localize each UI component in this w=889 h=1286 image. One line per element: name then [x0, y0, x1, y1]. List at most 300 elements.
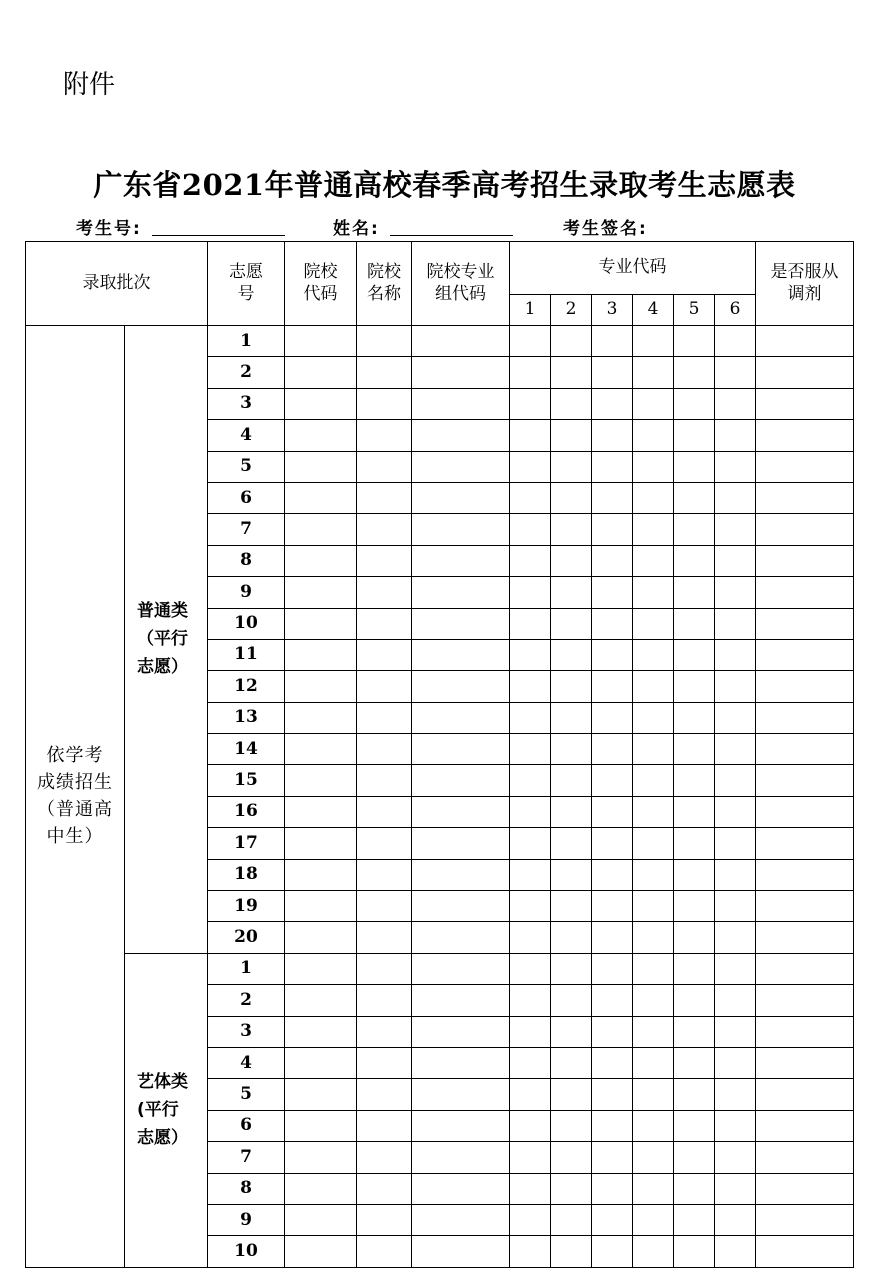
- name-field[interactable]: [390, 235, 513, 236]
- major-code-cell-2[interactable]: [551, 702, 592, 733]
- major-code-cell-1[interactable]: [510, 828, 551, 859]
- school-code-cell[interactable]: [285, 891, 357, 922]
- major-code-cell-4[interactable]: [633, 1047, 674, 1078]
- adjustment-cell[interactable]: [756, 1016, 854, 1047]
- school-code-cell[interactable]: [285, 451, 357, 482]
- major-code-cell-1[interactable]: [510, 734, 551, 765]
- group-code-cell[interactable]: [412, 514, 510, 545]
- major-code-cell-2[interactable]: [551, 1079, 592, 1110]
- group-code-cell[interactable]: [412, 1016, 510, 1047]
- school-code-cell[interactable]: [285, 639, 357, 670]
- major-code-cell-3[interactable]: [592, 326, 633, 357]
- major-code-cell-2[interactable]: [551, 1110, 592, 1141]
- major-code-cell-4[interactable]: [633, 922, 674, 953]
- major-code-cell-1[interactable]: [510, 388, 551, 419]
- major-code-cell-5[interactable]: [674, 1016, 715, 1047]
- major-code-cell-6[interactable]: [715, 1173, 756, 1204]
- school-code-cell[interactable]: [285, 1142, 357, 1173]
- school-code-cell[interactable]: [285, 985, 357, 1016]
- school-code-cell[interactable]: [285, 734, 357, 765]
- major-code-cell-3[interactable]: [592, 1236, 633, 1267]
- major-code-cell-1[interactable]: [510, 922, 551, 953]
- adjustment-cell[interactable]: [756, 451, 854, 482]
- group-code-cell[interactable]: [412, 796, 510, 827]
- major-code-cell-5[interactable]: [674, 1173, 715, 1204]
- major-code-cell-5[interactable]: [674, 451, 715, 482]
- school-name-cell[interactable]: [357, 1016, 412, 1047]
- school-code-cell[interactable]: [285, 1016, 357, 1047]
- adjustment-cell[interactable]: [756, 482, 854, 513]
- school-name-cell[interactable]: [357, 1173, 412, 1204]
- major-code-cell-6[interactable]: [715, 451, 756, 482]
- major-code-cell-1[interactable]: [510, 671, 551, 702]
- major-code-cell-5[interactable]: [674, 1236, 715, 1267]
- major-code-cell-5[interactable]: [674, 985, 715, 1016]
- school-code-cell[interactable]: [285, 1047, 357, 1078]
- major-code-cell-6[interactable]: [715, 545, 756, 576]
- major-code-cell-3[interactable]: [592, 1110, 633, 1141]
- major-code-cell-6[interactable]: [715, 671, 756, 702]
- major-code-cell-4[interactable]: [633, 828, 674, 859]
- exam-number-field[interactable]: [152, 235, 285, 236]
- major-code-cell-5[interactable]: [674, 891, 715, 922]
- school-code-cell[interactable]: [285, 514, 357, 545]
- group-code-cell[interactable]: [412, 859, 510, 890]
- major-code-cell-4[interactable]: [633, 891, 674, 922]
- major-code-cell-4[interactable]: [633, 1236, 674, 1267]
- adjustment-cell[interactable]: [756, 859, 854, 890]
- adjustment-cell[interactable]: [756, 671, 854, 702]
- major-code-cell-2[interactable]: [551, 1047, 592, 1078]
- major-code-cell-2[interactable]: [551, 420, 592, 451]
- major-code-cell-3[interactable]: [592, 828, 633, 859]
- major-code-cell-6[interactable]: [715, 1047, 756, 1078]
- major-code-cell-2[interactable]: [551, 388, 592, 419]
- school-code-cell[interactable]: [285, 922, 357, 953]
- major-code-cell-5[interactable]: [674, 702, 715, 733]
- adjustment-cell[interactable]: [756, 357, 854, 388]
- major-code-cell-1[interactable]: [510, 702, 551, 733]
- group-code-cell[interactable]: [412, 1047, 510, 1078]
- adjustment-cell[interactable]: [756, 796, 854, 827]
- school-code-cell[interactable]: [285, 671, 357, 702]
- major-code-cell-1[interactable]: [510, 796, 551, 827]
- adjustment-cell[interactable]: [756, 577, 854, 608]
- major-code-cell-6[interactable]: [715, 922, 756, 953]
- major-code-cell-5[interactable]: [674, 482, 715, 513]
- school-code-cell[interactable]: [285, 796, 357, 827]
- group-code-cell[interactable]: [412, 891, 510, 922]
- major-code-cell-3[interactable]: [592, 891, 633, 922]
- adjustment-cell[interactable]: [756, 1173, 854, 1204]
- major-code-cell-1[interactable]: [510, 1142, 551, 1173]
- major-code-cell-4[interactable]: [633, 388, 674, 419]
- major-code-cell-3[interactable]: [592, 388, 633, 419]
- major-code-cell-6[interactable]: [715, 1110, 756, 1141]
- major-code-cell-2[interactable]: [551, 326, 592, 357]
- major-code-cell-6[interactable]: [715, 357, 756, 388]
- major-code-cell-4[interactable]: [633, 734, 674, 765]
- major-code-cell-4[interactable]: [633, 451, 674, 482]
- major-code-cell-2[interactable]: [551, 828, 592, 859]
- major-code-cell-6[interactable]: [715, 828, 756, 859]
- major-code-cell-4[interactable]: [633, 671, 674, 702]
- major-code-cell-5[interactable]: [674, 545, 715, 576]
- major-code-cell-3[interactable]: [592, 702, 633, 733]
- major-code-cell-5[interactable]: [674, 1079, 715, 1110]
- major-code-cell-5[interactable]: [674, 1110, 715, 1141]
- school-name-cell[interactable]: [357, 765, 412, 796]
- major-code-cell-3[interactable]: [592, 859, 633, 890]
- school-code-cell[interactable]: [285, 1110, 357, 1141]
- school-code-cell[interactable]: [285, 953, 357, 984]
- group-code-cell[interactable]: [412, 639, 510, 670]
- school-name-cell[interactable]: [357, 828, 412, 859]
- major-code-cell-3[interactable]: [592, 1047, 633, 1078]
- major-code-cell-2[interactable]: [551, 796, 592, 827]
- adjustment-cell[interactable]: [756, 420, 854, 451]
- major-code-cell-1[interactable]: [510, 514, 551, 545]
- adjustment-cell[interactable]: [756, 1110, 854, 1141]
- school-name-cell[interactable]: [357, 1047, 412, 1078]
- school-name-cell[interactable]: [357, 482, 412, 513]
- major-code-cell-4[interactable]: [633, 1079, 674, 1110]
- major-code-cell-1[interactable]: [510, 765, 551, 796]
- group-code-cell[interactable]: [412, 482, 510, 513]
- major-code-cell-4[interactable]: [633, 953, 674, 984]
- adjustment-cell[interactable]: [756, 734, 854, 765]
- major-code-cell-6[interactable]: [715, 1236, 756, 1267]
- school-code-cell[interactable]: [285, 1236, 357, 1267]
- major-code-cell-1[interactable]: [510, 1016, 551, 1047]
- major-code-cell-2[interactable]: [551, 765, 592, 796]
- major-code-cell-5[interactable]: [674, 671, 715, 702]
- school-code-cell[interactable]: [285, 577, 357, 608]
- adjustment-cell[interactable]: [756, 1079, 854, 1110]
- major-code-cell-3[interactable]: [592, 1079, 633, 1110]
- major-code-cell-1[interactable]: [510, 545, 551, 576]
- adjustment-cell[interactable]: [756, 1236, 854, 1267]
- major-code-cell-3[interactable]: [592, 357, 633, 388]
- major-code-cell-5[interactable]: [674, 796, 715, 827]
- major-code-cell-3[interactable]: [592, 953, 633, 984]
- major-code-cell-5[interactable]: [674, 577, 715, 608]
- major-code-cell-2[interactable]: [551, 1142, 592, 1173]
- major-code-cell-3[interactable]: [592, 639, 633, 670]
- school-name-cell[interactable]: [357, 357, 412, 388]
- major-code-cell-1[interactable]: [510, 985, 551, 1016]
- major-code-cell-4[interactable]: [633, 514, 674, 545]
- major-code-cell-3[interactable]: [592, 577, 633, 608]
- major-code-cell-6[interactable]: [715, 1079, 756, 1110]
- adjustment-cell[interactable]: [756, 1142, 854, 1173]
- major-code-cell-2[interactable]: [551, 922, 592, 953]
- major-code-cell-4[interactable]: [633, 765, 674, 796]
- major-code-cell-6[interactable]: [715, 734, 756, 765]
- group-code-cell[interactable]: [412, 1110, 510, 1141]
- major-code-cell-4[interactable]: [633, 702, 674, 733]
- school-code-cell[interactable]: [285, 1173, 357, 1204]
- school-name-cell[interactable]: [357, 451, 412, 482]
- major-code-cell-3[interactable]: [592, 1173, 633, 1204]
- school-name-cell[interactable]: [357, 859, 412, 890]
- school-name-cell[interactable]: [357, 388, 412, 419]
- major-code-cell-6[interactable]: [715, 514, 756, 545]
- major-code-cell-5[interactable]: [674, 953, 715, 984]
- adjustment-cell[interactable]: [756, 922, 854, 953]
- group-code-cell[interactable]: [412, 357, 510, 388]
- major-code-cell-4[interactable]: [633, 326, 674, 357]
- group-code-cell[interactable]: [412, 953, 510, 984]
- group-code-cell[interactable]: [412, 1173, 510, 1204]
- group-code-cell[interactable]: [412, 608, 510, 639]
- adjustment-cell[interactable]: [756, 828, 854, 859]
- major-code-cell-6[interactable]: [715, 420, 756, 451]
- school-name-cell[interactable]: [357, 1204, 412, 1235]
- group-code-cell[interactable]: [412, 326, 510, 357]
- major-code-cell-3[interactable]: [592, 1142, 633, 1173]
- major-code-cell-4[interactable]: [633, 796, 674, 827]
- school-name-cell[interactable]: [357, 671, 412, 702]
- school-name-cell[interactable]: [357, 545, 412, 576]
- school-name-cell[interactable]: [357, 953, 412, 984]
- group-code-cell[interactable]: [412, 577, 510, 608]
- school-name-cell[interactable]: [357, 922, 412, 953]
- major-code-cell-5[interactable]: [674, 734, 715, 765]
- group-code-cell[interactable]: [412, 1236, 510, 1267]
- school-name-cell[interactable]: [357, 1079, 412, 1110]
- school-code-cell[interactable]: [285, 702, 357, 733]
- major-code-cell-2[interactable]: [551, 514, 592, 545]
- major-code-cell-1[interactable]: [510, 1173, 551, 1204]
- major-code-cell-4[interactable]: [633, 608, 674, 639]
- major-code-cell-4[interactable]: [633, 357, 674, 388]
- major-code-cell-3[interactable]: [592, 1204, 633, 1235]
- major-code-cell-3[interactable]: [592, 451, 633, 482]
- major-code-cell-1[interactable]: [510, 326, 551, 357]
- major-code-cell-6[interactable]: [715, 388, 756, 419]
- major-code-cell-6[interactable]: [715, 1204, 756, 1235]
- school-name-cell[interactable]: [357, 608, 412, 639]
- major-code-cell-5[interactable]: [674, 922, 715, 953]
- major-code-cell-1[interactable]: [510, 357, 551, 388]
- major-code-cell-2[interactable]: [551, 577, 592, 608]
- school-code-cell[interactable]: [285, 1079, 357, 1110]
- group-code-cell[interactable]: [412, 702, 510, 733]
- major-code-cell-5[interactable]: [674, 326, 715, 357]
- school-code-cell[interactable]: [285, 357, 357, 388]
- major-code-cell-1[interactable]: [510, 577, 551, 608]
- school-code-cell[interactable]: [285, 420, 357, 451]
- major-code-cell-5[interactable]: [674, 514, 715, 545]
- school-code-cell[interactable]: [285, 608, 357, 639]
- school-name-cell[interactable]: [357, 891, 412, 922]
- major-code-cell-4[interactable]: [633, 1173, 674, 1204]
- major-code-cell-5[interactable]: [674, 357, 715, 388]
- major-code-cell-2[interactable]: [551, 482, 592, 513]
- major-code-cell-3[interactable]: [592, 482, 633, 513]
- major-code-cell-4[interactable]: [633, 1016, 674, 1047]
- adjustment-cell[interactable]: [756, 326, 854, 357]
- major-code-cell-2[interactable]: [551, 545, 592, 576]
- major-code-cell-4[interactable]: [633, 639, 674, 670]
- major-code-cell-3[interactable]: [592, 765, 633, 796]
- major-code-cell-3[interactable]: [592, 985, 633, 1016]
- major-code-cell-5[interactable]: [674, 388, 715, 419]
- major-code-cell-5[interactable]: [674, 639, 715, 670]
- school-name-cell[interactable]: [357, 514, 412, 545]
- major-code-cell-1[interactable]: [510, 891, 551, 922]
- adjustment-cell[interactable]: [756, 1047, 854, 1078]
- school-name-cell[interactable]: [357, 1236, 412, 1267]
- major-code-cell-3[interactable]: [592, 420, 633, 451]
- major-code-cell-3[interactable]: [592, 1016, 633, 1047]
- major-code-cell-4[interactable]: [633, 545, 674, 576]
- major-code-cell-1[interactable]: [510, 953, 551, 984]
- major-code-cell-4[interactable]: [633, 1204, 674, 1235]
- school-name-cell[interactable]: [357, 796, 412, 827]
- group-code-cell[interactable]: [412, 828, 510, 859]
- adjustment-cell[interactable]: [756, 985, 854, 1016]
- group-code-cell[interactable]: [412, 1142, 510, 1173]
- major-code-cell-2[interactable]: [551, 1236, 592, 1267]
- group-code-cell[interactable]: [412, 734, 510, 765]
- major-code-cell-3[interactable]: [592, 671, 633, 702]
- major-code-cell-5[interactable]: [674, 1142, 715, 1173]
- group-code-cell[interactable]: [412, 922, 510, 953]
- major-code-cell-2[interactable]: [551, 451, 592, 482]
- major-code-cell-1[interactable]: [510, 420, 551, 451]
- major-code-cell-6[interactable]: [715, 765, 756, 796]
- school-code-cell[interactable]: [285, 1204, 357, 1235]
- group-code-cell[interactable]: [412, 451, 510, 482]
- major-code-cell-1[interactable]: [510, 482, 551, 513]
- adjustment-cell[interactable]: [756, 545, 854, 576]
- major-code-cell-6[interactable]: [715, 608, 756, 639]
- major-code-cell-3[interactable]: [592, 796, 633, 827]
- major-code-cell-4[interactable]: [633, 859, 674, 890]
- major-code-cell-3[interactable]: [592, 514, 633, 545]
- school-name-cell[interactable]: [357, 734, 412, 765]
- adjustment-cell[interactable]: [756, 388, 854, 419]
- group-code-cell[interactable]: [412, 671, 510, 702]
- school-code-cell[interactable]: [285, 545, 357, 576]
- major-code-cell-1[interactable]: [510, 608, 551, 639]
- group-code-cell[interactable]: [412, 545, 510, 576]
- major-code-cell-2[interactable]: [551, 357, 592, 388]
- major-code-cell-2[interactable]: [551, 1204, 592, 1235]
- major-code-cell-4[interactable]: [633, 420, 674, 451]
- major-code-cell-1[interactable]: [510, 859, 551, 890]
- adjustment-cell[interactable]: [756, 639, 854, 670]
- major-code-cell-6[interactable]: [715, 639, 756, 670]
- group-code-cell[interactable]: [412, 1204, 510, 1235]
- major-code-cell-3[interactable]: [592, 734, 633, 765]
- adjustment-cell[interactable]: [756, 702, 854, 733]
- school-code-cell[interactable]: [285, 326, 357, 357]
- group-code-cell[interactable]: [412, 388, 510, 419]
- adjustment-cell[interactable]: [756, 1204, 854, 1235]
- major-code-cell-6[interactable]: [715, 1016, 756, 1047]
- adjustment-cell[interactable]: [756, 765, 854, 796]
- major-code-cell-1[interactable]: [510, 1110, 551, 1141]
- major-code-cell-1[interactable]: [510, 451, 551, 482]
- major-code-cell-1[interactable]: [510, 1204, 551, 1235]
- school-code-cell[interactable]: [285, 859, 357, 890]
- school-name-cell[interactable]: [357, 985, 412, 1016]
- major-code-cell-6[interactable]: [715, 702, 756, 733]
- major-code-cell-6[interactable]: [715, 891, 756, 922]
- major-code-cell-2[interactable]: [551, 859, 592, 890]
- major-code-cell-1[interactable]: [510, 1079, 551, 1110]
- major-code-cell-1[interactable]: [510, 639, 551, 670]
- major-code-cell-6[interactable]: [715, 1142, 756, 1173]
- major-code-cell-5[interactable]: [674, 1204, 715, 1235]
- major-code-cell-3[interactable]: [592, 545, 633, 576]
- major-code-cell-4[interactable]: [633, 985, 674, 1016]
- school-name-cell[interactable]: [357, 1110, 412, 1141]
- major-code-cell-2[interactable]: [551, 734, 592, 765]
- major-code-cell-5[interactable]: [674, 765, 715, 796]
- major-code-cell-2[interactable]: [551, 1173, 592, 1204]
- school-name-cell[interactable]: [357, 420, 412, 451]
- school-name-cell[interactable]: [357, 326, 412, 357]
- major-code-cell-4[interactable]: [633, 577, 674, 608]
- major-code-cell-5[interactable]: [674, 828, 715, 859]
- major-code-cell-2[interactable]: [551, 891, 592, 922]
- group-code-cell[interactable]: [412, 1079, 510, 1110]
- major-code-cell-6[interactable]: [715, 859, 756, 890]
- adjustment-cell[interactable]: [756, 953, 854, 984]
- major-code-cell-6[interactable]: [715, 326, 756, 357]
- major-code-cell-2[interactable]: [551, 985, 592, 1016]
- group-code-cell[interactable]: [412, 765, 510, 796]
- major-code-cell-1[interactable]: [510, 1236, 551, 1267]
- major-code-cell-4[interactable]: [633, 1142, 674, 1173]
- major-code-cell-2[interactable]: [551, 671, 592, 702]
- school-name-cell[interactable]: [357, 702, 412, 733]
- major-code-cell-5[interactable]: [674, 1047, 715, 1078]
- major-code-cell-2[interactable]: [551, 1016, 592, 1047]
- major-code-cell-2[interactable]: [551, 639, 592, 670]
- major-code-cell-6[interactable]: [715, 482, 756, 513]
- school-name-cell[interactable]: [357, 639, 412, 670]
- major-code-cell-6[interactable]: [715, 577, 756, 608]
- adjustment-cell[interactable]: [756, 514, 854, 545]
- school-code-cell[interactable]: [285, 482, 357, 513]
- major-code-cell-3[interactable]: [592, 608, 633, 639]
- major-code-cell-1[interactable]: [510, 1047, 551, 1078]
- adjustment-cell[interactable]: [756, 608, 854, 639]
- school-code-cell[interactable]: [285, 388, 357, 419]
- major-code-cell-5[interactable]: [674, 859, 715, 890]
- adjustment-cell[interactable]: [756, 891, 854, 922]
- group-code-cell[interactable]: [412, 985, 510, 1016]
- major-code-cell-6[interactable]: [715, 953, 756, 984]
- major-code-cell-6[interactable]: [715, 985, 756, 1016]
- major-code-cell-5[interactable]: [674, 608, 715, 639]
- school-name-cell[interactable]: [357, 577, 412, 608]
- group-code-cell[interactable]: [412, 420, 510, 451]
- major-code-cell-6[interactable]: [715, 796, 756, 827]
- major-code-cell-2[interactable]: [551, 953, 592, 984]
- major-code-cell-2[interactable]: [551, 608, 592, 639]
- school-name-cell[interactable]: [357, 1142, 412, 1173]
- major-code-cell-4[interactable]: [633, 1110, 674, 1141]
- school-code-cell[interactable]: [285, 828, 357, 859]
- major-code-cell-4[interactable]: [633, 482, 674, 513]
- major-code-cell-5[interactable]: [674, 420, 715, 451]
